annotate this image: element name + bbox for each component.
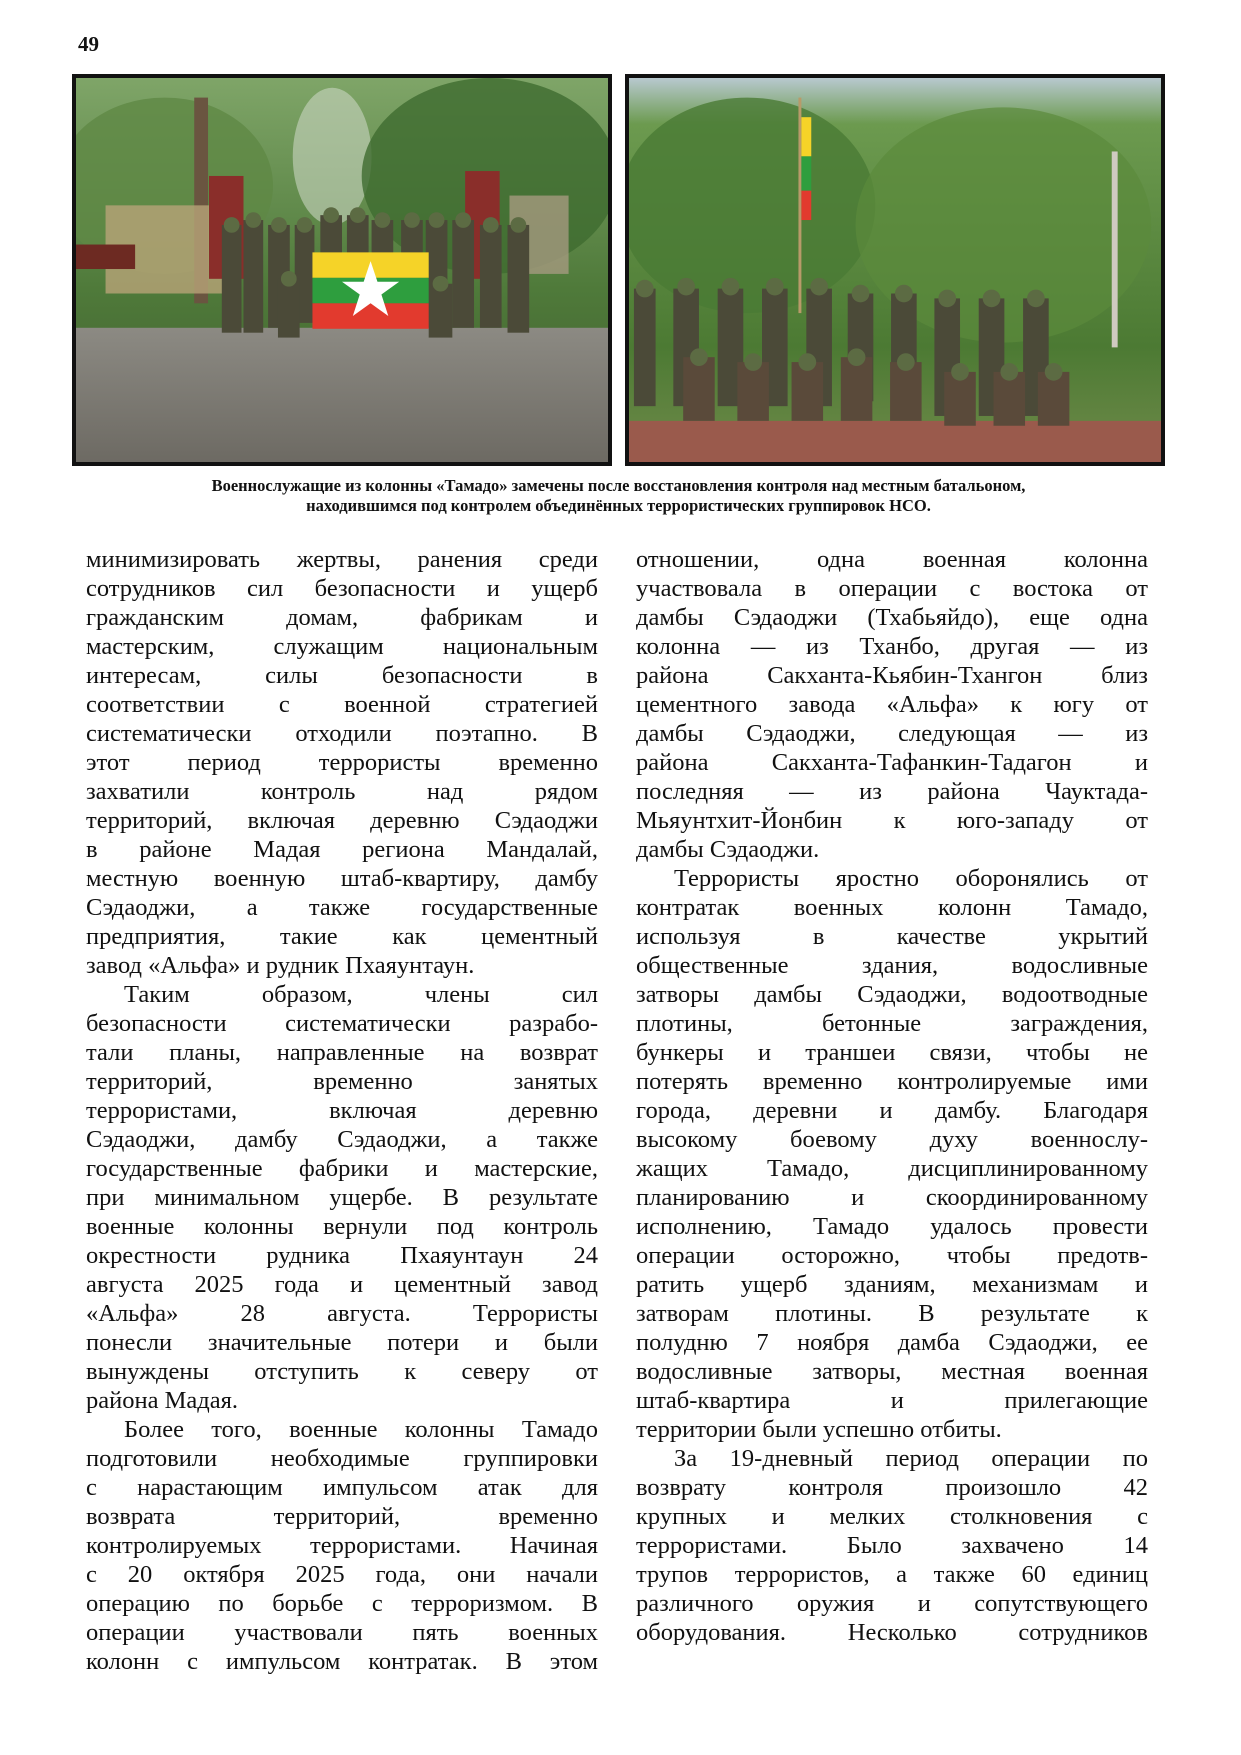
photo-soldiers-with-flagpole [625,74,1165,466]
text-line: плотины, бетонные заграждения, [636,1010,1148,1037]
text-line: района Мадая. [86,1387,238,1414]
text-line: Мьяунтхит-Йонбин к юго-западу от [636,807,1148,834]
text-line: территории были успешно отбиты. [636,1416,1002,1443]
text-line: августа 2025 года и цементный завод [86,1271,598,1298]
text-line: общественные здания, водосливные [636,952,1148,979]
text-line: крупных и мелких столкновения с [636,1503,1148,1530]
text-line: гражданским домам, фабрикам и [86,604,598,631]
text-line: с нарастающим импульсом атак для [86,1474,598,1501]
text-line: используя в качестве укрытий [636,923,1148,950]
myanmar-flag [312,252,428,328]
text-line: местную военную штаб-квартиру, дамбу [86,865,598,892]
text-line: захватили контроль над рядом [86,778,598,805]
text-line: района Сакханта-Тафанкин-Тадагон и [636,749,1148,776]
text-line: потерять временно контролируемые ими [636,1068,1148,1095]
text-line: тали планы, направленные на возврат [86,1039,598,1066]
text-line: контратак военных колонн Тамадо, [636,894,1148,921]
text-line: бункеры и траншеи связи, чтобы не [636,1039,1148,1066]
text-line: минимизировать жертвы, ранения среди [86,546,598,573]
text-line: затворы дамбы Сэдаоджи, водоотводные [636,981,1148,1008]
text-line: затворам плотины. В результате к [636,1300,1148,1327]
photo-right-image [629,78,1161,462]
text-line: с 20 октября 2025 года, они начали [86,1561,598,1588]
page-number: 49 [78,32,99,56]
text-line: водосливные затворы, местная военная [636,1358,1148,1385]
text-line: отношении, одна военная колонна [636,546,1148,573]
text-line: предприятия, такие как цементный [86,923,598,950]
text-line: дамбы Сэдаоджи (Тхабьяйдо), еще одна [636,604,1148,631]
text-column-left [86,545,598,1676]
text-line: жащих Тамадо, дисциплинированному [636,1155,1148,1182]
text-line: «Альфа» 28 августа. Террористы [86,1300,598,1327]
text-line: вынуждены отступить к северу от [86,1358,598,1385]
text-column-right [636,545,1148,1647]
text-line: ратить ущерб зданиям, механизмам и [636,1271,1148,1298]
text-line: террористами. Было захвачено 14 [636,1532,1148,1559]
text-line: понесли значительные потери и были [86,1329,598,1356]
text-line: сотрудников сил безопасности и ущерб [86,575,598,602]
text-line: района Сакханта-Кьябин-Тхангон близ [636,662,1148,689]
text-line: Более того, военные колонны Тамадо [124,1416,598,1443]
text-line: территорий, временно занятых [86,1068,598,1095]
text-line: колонн с импульсом контратак. В этом [86,1648,598,1675]
text-line: города, деревни и дамбу. Благодаря [636,1097,1148,1124]
text-line: трупов террористов, а также 60 единиц [636,1561,1148,1588]
caption-line-2: находившимся под контролем объединённых террористических группировок НСО. [306,496,931,515]
text-line: полудню 7 ноября дамба Сэдаоджи, ее [636,1329,1148,1356]
text-line: при минимальном ущербе. В результате [86,1184,598,1211]
text-line: планированию и скоординированному [636,1184,1148,1211]
text-line: мастерским, служащим национальным [86,633,598,660]
text-line: участвовала в операции с востока от [636,575,1148,602]
text-line: исполнению, Тамадо удалось провести [636,1213,1148,1240]
text-line: Таким образом, члены сил [124,981,598,1008]
text-line: За 19-дневный период операции по [674,1445,1148,1472]
text-line: окрестности рудника Пхаяунтаун 24 [86,1242,598,1269]
text-line: контролируемых террористами. Начиная [86,1532,598,1559]
text-line: соответствии с военной стратегией [86,691,598,718]
text-line: оборудования. Несколько сотрудников [636,1619,1148,1646]
text-line: операцию по борьбе с терроризмом. В [86,1590,598,1617]
text-line: Сэдаоджи, дамбу Сэдаоджи, а также [86,1126,598,1153]
text-line: операции участвовали пять военных [86,1619,598,1646]
text-line: территорий, включая деревню Сэдаоджи [86,807,598,834]
text-line: штаб-квартира и прилегающие [636,1387,1148,1414]
text-line: высокому боевому духу военнослу- [636,1126,1148,1153]
text-line: дамбы Сэдаоджи. [636,836,820,863]
caption-line-1: Военнослужащие из колонны «Тамадо» замечены после восстановления контроля над местным батальоном, [211,476,1026,495]
photo-soldiers-with-flag [72,74,612,466]
text-line: Сэдаоджи, а также государственные [86,894,598,921]
text-line: дамбы Сэдаоджи, следующая — из [636,720,1148,747]
text-line: подготовили необходимые группировки [86,1445,598,1472]
text-line: цементного завода «Альфа» к югу от [636,691,1148,718]
text-line: государственные фабрики и мастерские, [86,1155,598,1182]
text-line: операции осторожно, чтобы предотв- [636,1242,1148,1269]
photo-caption [72,476,1165,516]
text-line: завод «Альфа» и рудник Пхаяунтаун. [86,952,475,979]
text-line: Террористы яростно оборонялись от [674,865,1148,892]
photo-left-image [76,78,608,462]
text-line: безопасности систематически разрабо- [86,1010,598,1037]
flag-on-pole [801,117,811,220]
text-line: в районе Мадая региона Мандалай, [86,836,598,863]
text-line: этот период террористы временно [86,749,598,776]
text-line: возврата территорий, временно [86,1503,598,1530]
text-line: возврату контроля произошло 42 [636,1474,1148,1501]
text-line: последняя — из района Чауктада- [636,778,1148,805]
text-line: систематически отходили поэтапно. В [86,720,598,747]
text-line: различного оружия и сопутствующего [636,1590,1148,1617]
text-line: военные колонны вернули под контроль [86,1213,598,1240]
text-line: террористами, включая деревню [86,1097,598,1124]
text-line: колонна — из Тханбо, другая — из [636,633,1148,660]
text-line: интересам, силы безопасности в [86,662,598,689]
